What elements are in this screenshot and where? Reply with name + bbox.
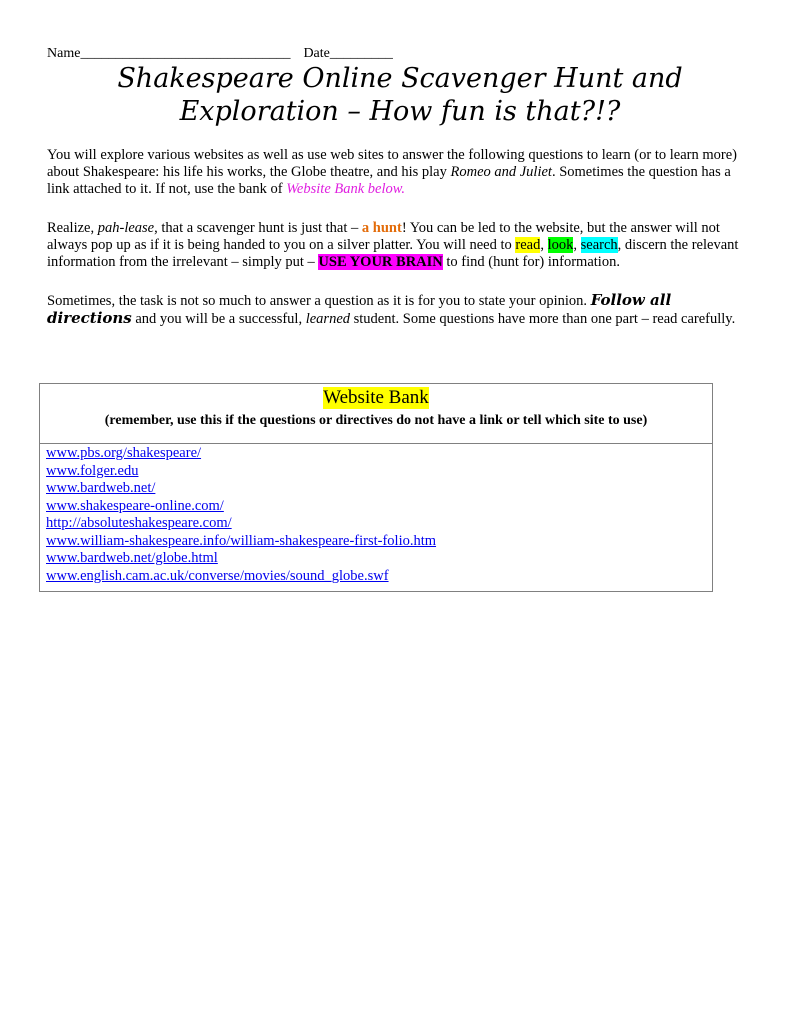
date-label: Date xyxy=(303,46,330,61)
intro-paragraph xyxy=(47,147,752,198)
realize-text-2: , that a scavenger hunt is just that – xyxy=(154,220,362,236)
website-bank-header xyxy=(40,384,712,444)
play-title: Romeo and Juliet xyxy=(450,164,552,180)
directions-text-3: student. Some questions have more than one part – read carefully. xyxy=(350,311,736,327)
website-link-bardweb-globe[interactable]: www.bardweb.net/globe.html xyxy=(46,550,218,566)
name-blank: ______________________________ xyxy=(80,46,291,61)
comma-1: , xyxy=(540,237,548,253)
page-title xyxy=(80,62,720,128)
website-link-shakespeare-online[interactable]: www.shakespeare-online.com/ xyxy=(46,497,224,514)
a-hunt-text: a hunt xyxy=(361,220,402,236)
look-highlight: look xyxy=(547,237,574,253)
website-link-folger[interactable]: www.folger.edu xyxy=(46,462,139,479)
website-link-first-folio[interactable]: www.william-shakespeare.info/william-shakespeare-first-folio.htm xyxy=(46,532,437,549)
name-label: Name xyxy=(47,46,81,61)
website-bank-reference: Website Bank below. xyxy=(286,181,405,197)
website-link-sound-globe[interactable]: www.english.cam.ac.uk/converse/movies/sound_globe.swf xyxy=(46,567,389,584)
intro-text-2: . Sometimes the question has a link attached to it. If not, use the bank of xyxy=(47,164,731,197)
name-date-line xyxy=(47,46,393,62)
title-line-1: Shakespeare Online Scavenger Hunt and xyxy=(117,63,683,94)
directions-text-1: Sometimes, the task is not so much to answer a question as it is for you to state your opinion. xyxy=(47,293,591,309)
directions-paragraph xyxy=(47,292,752,328)
website-bank-links xyxy=(40,444,712,585)
website-link-pbs[interactable]: www.pbs.org/shakespeare/ xyxy=(46,445,202,461)
realize-text-4: , discern the relevant information from the irrelevant – simply put – xyxy=(47,237,739,270)
title-line-2: Exploration – How fun is that?!? xyxy=(179,96,621,127)
website-bank-table xyxy=(39,383,713,592)
realize-paragraph xyxy=(47,220,752,271)
realize-text-3: ! You can be led to the website, but the answer will not always pop up as if it is being handed to you on a silver platter. You will need to xyxy=(47,220,720,253)
learned-text: learned xyxy=(305,311,351,327)
comma-2: , xyxy=(573,237,581,253)
read-highlight: read xyxy=(515,237,541,253)
website-bank-title: Website Bank xyxy=(323,387,429,408)
date-blank: _________ xyxy=(329,46,393,61)
realize-text-1: Realize, xyxy=(47,220,98,236)
directions-text-2: and you will be a successful, xyxy=(131,311,306,327)
website-bank-subtitle: (remember, use this if the questions or directives do not have a link or tell which site to use) xyxy=(104,413,648,428)
website-link-bardweb[interactable]: www.bardweb.net/ xyxy=(46,480,156,496)
search-highlight: search xyxy=(580,237,618,253)
intro-text: You will explore various websites as well as use web sites to answer the following questions to learn (or to learn more) about Shakespeare: his life his works, the Globe theatre, and his play xyxy=(47,147,737,180)
realize-text-5: to find (hunt for) information. xyxy=(442,254,620,270)
website-link-absolute-shakespeare[interactable]: http://absoluteshakespeare.com/ xyxy=(46,515,232,531)
pah-lease-text: pah-lease xyxy=(97,220,155,236)
use-your-brain-highlight: USE YOUR BRAIN xyxy=(318,254,443,270)
follow-all-directions-text: Follow all directions xyxy=(47,291,672,327)
